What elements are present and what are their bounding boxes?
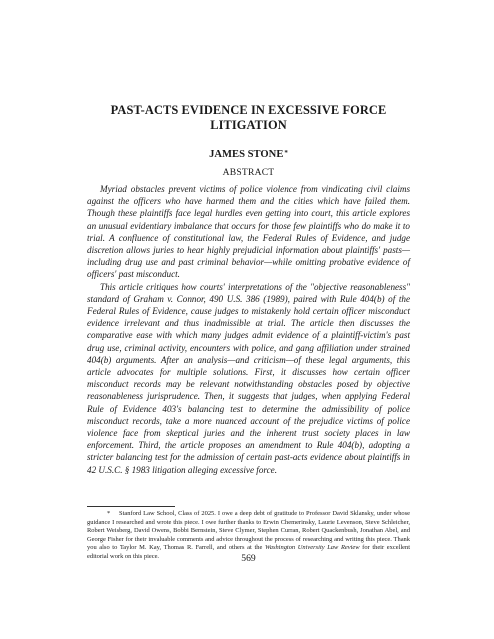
footnote-text-end: for their excellent editorial work on this piece. [87,544,410,560]
abstract-paragraph-1: Myriad obstacles prevent victims of police violence from vindicating civil claims against the officers who have harmed them and the cities which have failed them. Though these plaintiffs face legal hurdles even getting into court, this article explores an unusual evidentiary imbalance that occurs for those few plaintiffs who do make it to trial. A confluence of constitutional law, the Federal Rules of Evidence, and judge discretion allows juries to hear highly prejudicial information about plaintiffs' pasts—including drug use and past criminal behavior—while omitting probative evidence of officers' past misconduct. [87,184,410,280]
author-name [87,148,410,161]
footnote-divider [87,506,175,507]
footnote-mark: * [107,510,111,517]
page-number: 569 [241,553,256,564]
journal-page [87,0,410,639]
author-name-text: JAMES STONE [209,149,284,160]
footnote-text-start: Stanford Law School, Class of 2025. I owe a deep debt of gratitude to Professor David Sklansky, under whose guidance I researched and wrote this piece. I owe further thanks to Erwin Chemerinsky, Laurie Levenson, Steve Schleicher, Robert Weisberg, David Owens, Bobbi Bernstein, Steve Clymer, Stephen Curran, Robert Quackenbush, Jonathan Abel, and George Fisher for their invaluable comments and advice throughout the process of researching and writing this piece. Thank you also to Taylor M. Kay, Thomas R. Farrell, and others at the [87,510,410,552]
footnote-journal-name: Washington University Law Review [264,544,360,552]
abstract-paragraph-2: This article critiques how courts' interpretations of the "objective reasonableness" standard of Graham v. Connor, 490 U.S. 386 (1989), paired with Rule 404(b) of the Federal Rules of Evidence, cause judges to mistakenly hold certain officer misconduct evidence irrelevant and thus inadmissible at trial. The article then discusses the comparative ease with which many judges admit evidence of a plaintiff-victim's past drug use, criminal activity, encounters with police, and gang affiliation under strained 404(b) arguments. After an analysis—and criticism—of these legal arguments, this article advocates for multiple solutions. First, it discusses how certain officer misconduct records may be relevant notwithstanding obstacles posed by objective reasonableness jurisprudence. Then, it suggests that judges, when applying Federal Rule of Evidence 403's balancing test to determine the admissibility of police misconduct records, take a more nuanced account of the prejudice victims of police violence face from skeptical juries and the inherent trust society places in law enforcement. Third, the article proposes an amendment to Rule 404(b), adopting a stricter balancing test for the admission of certain past-acts evidence about plaintiffs in 42 U.S.C. § 1983 litigation alleging excessive force. [87,281,410,475]
abstract-body [87,183,410,476]
article-title: PAST-ACTS EVIDENCE IN EXCESSIVE FORCE LITIGATION [110,103,387,132]
abstract-heading: ABSTRACT [222,167,275,178]
author-footnote-mark: * [284,149,288,157]
